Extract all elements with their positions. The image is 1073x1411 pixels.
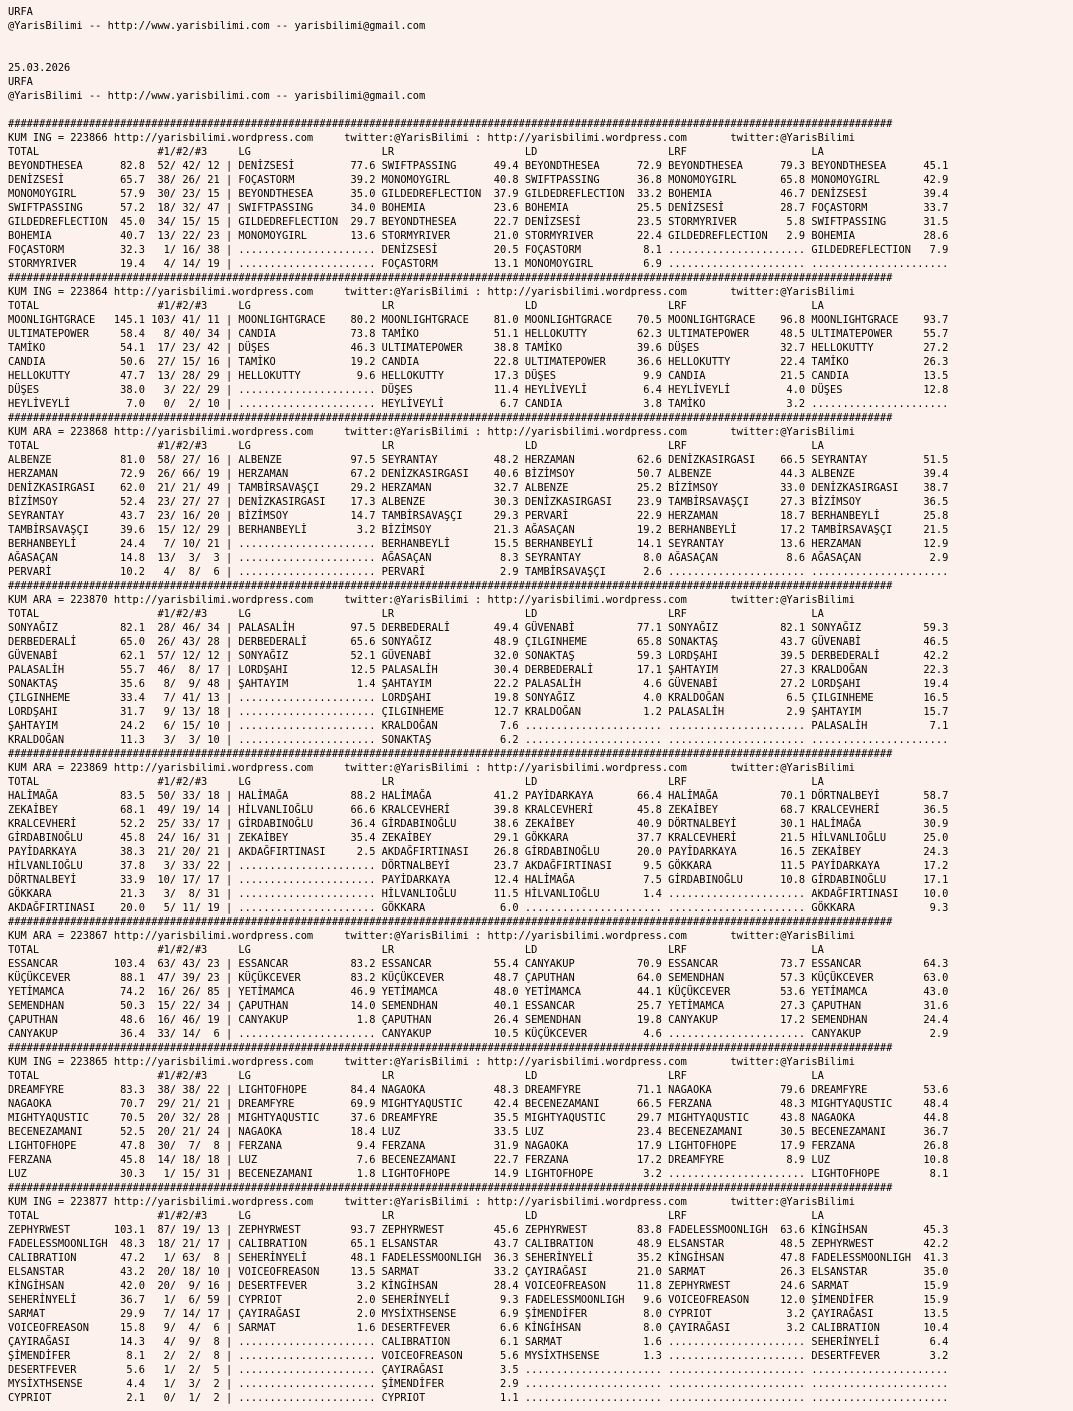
report-line: GÜVENABİ 62.1 57/ 12/ 12 | SONYAĞIZ 52.1 GÜVENABİ 32.0 SONAKTAŞ 59.3 LORDŞAHI 39.5 DERBEDERALİ 42.2 bbox=[8, 650, 949, 662]
report-line: SEYRANTAY 43.7 23/ 16/ 20 | BİZİMSOY 14.7 TAMBİRSAVAŞÇI 29.3 PERVARİ 22.9 HERZAMAN 18.7 BERHANBEYLİ 25.8 bbox=[8, 510, 949, 522]
report-line: ESSANCAR 103.4 63/ 43/ 23 | ESSANCAR 83.2 ESSANCAR 55.4 CANYAKUP 70.9 ESSANCAR 73.7 ESSANCAR 64.3 bbox=[8, 958, 949, 970]
report-line: URFA bbox=[8, 6, 33, 18]
report-line: ############################################################################################################################################## bbox=[8, 1042, 893, 1054]
report-line: BERHANBEYLİ 24.4 7/ 10/ 21 | ...................... BERHANBEYLİ 15.5 BERHANBEYLİ 14.1 SEYRANTAY 13.6 HERZAMAN 12.9 bbox=[8, 538, 949, 550]
report-line: KUM ARA = 223869 http://yarisbilimi.wordpress.com twitter:@YarisBilimi : http://yarisbilimi.wordpress.com twitter:@YarisBilimi bbox=[8, 762, 855, 774]
report-line: FOÇASTORM 32.3 1/ 16/ 38 | ...................... DENİZSESİ 20.5 FOÇASTORM 8.1 ...................... GILDEDREFLECTION 7.9 bbox=[8, 244, 949, 256]
report-line: SWIFTPASSING 57.2 18/ 32/ 47 | SWIFTPASSING 34.0 BOHEMIA 23.6 BOHEMIA 25.5 DENİZSESİ 28.7 FOÇASTORM 33.7 bbox=[8, 202, 949, 214]
report-line: ############################################################################################################################################## bbox=[8, 580, 893, 592]
report-line bbox=[8, 47, 1073, 61]
report-line: DREAMFYRE 83.3 38/ 38/ 22 | LIGHTOFHOPE 84.4 NAGAOKA 48.3 DREAMFYRE 71.1 NAGAOKA 79.6 DREAMFYRE 53.6 bbox=[8, 1084, 949, 1096]
report-line: ÇAPUTHAN 48.6 16/ 46/ 19 | CANYAKUP 1.8 ÇAPUTHAN 26.4 SEMENDHAN 19.8 CANYAKUP 17.2 SEMENDHAN 24.4 bbox=[8, 1014, 949, 1026]
report-line: HELLOKUTTY 47.7 13/ 28/ 29 | HELLOKUTTY 9.6 HELLOKUTTY 17.3 DÜŞES 9.9 CANDIA 21.5 CANDIA 13.5 bbox=[8, 370, 949, 382]
report-line: 25.03.2026 bbox=[8, 62, 71, 74]
report-line: ÇAYIRAĞASI 14.3 4/ 9/ 8 | ...................... CALIBRATION 6.1 SARMAT 1.6 ...................... SEHERİNYELİ 6.4 bbox=[8, 1336, 949, 1348]
report-line: SEHERİNYELİ 36.7 1/ 6/ 59 | CYPRIOT 2.0 SEHERİNYELİ 9.3 FADELESSMOONLIGH 9.6 VOICEOFREASON 12.0 ŞİMENDİFER 15.9 bbox=[8, 1294, 949, 1306]
report-line: KUM ARA = 223870 http://yarisbilimi.wordpress.com twitter:@YarisBilimi : http://yarisbilimi.wordpress.com twitter:@YarisBilimi bbox=[8, 594, 855, 606]
report-line: SONYAĞIZ 82.1 28/ 46/ 34 | PALASALİH 97.5 DERBEDERALİ 49.4 GÜVENABİ 77.1 SONYAĞIZ 82.1 SONYAĞIZ 59.3 bbox=[8, 622, 949, 634]
report-line: CANYAKUP 36.4 33/ 14/ 6 | ...................... CANYAKUP 10.5 KÜÇÜKCEVER 4.6 ...................... CANYAKUP 2.9 bbox=[8, 1028, 949, 1040]
report-line: HİLVANLIOĞLU 37.8 3/ 33/ 22 | ...................... DÖRTNALBEYİ 23.7 AKDAĞFIRTINASI 9.5 GÖKKARA 11.5 PAYİDARKAYA 17.2 bbox=[8, 860, 949, 872]
report-line: @YarisBilimi -- http://www.yarisbilimi.com -- yarisbilimi@gmail.com bbox=[8, 90, 426, 102]
report-line: GİRDABINOĞLU 45.8 24/ 16/ 31 | ZEKAİBEY 35.4 ZEKAİBEY 29.1 GÖKKARA 37.7 KRALCEVHERİ 21.5 HİLVANLIOĞLU 25.0 bbox=[8, 832, 949, 844]
report-line: TOTAL #1/#2/#3 LG LR LD LRF LA bbox=[8, 146, 824, 158]
report-line: LORDŞAHI 31.7 9/ 13/ 18 | ...................... ÇILGINHEME 12.7 KRALDOĞAN 1.2 PALASALİH 2.9 ŞAHTAYIM 15.7 bbox=[8, 706, 949, 718]
report-line: TOTAL #1/#2/#3 LG LR LD LRF LA bbox=[8, 944, 824, 956]
report-line: HEYLİVEYLİ 7.0 0/ 2/ 10 | ...................... HEYLİVEYLİ 6.7 CANDIA 3.8 TAMİKO 3.2 ...................... bbox=[8, 398, 949, 410]
report-line: GILDEDREFLECTION 45.0 34/ 15/ 15 | GILDEDREFLECTION 29.7 BEYONDTHESEA 22.7 DENİZSESİ 23.5 STORMYRIVER 5.8 SWIFTPASSING 31.5 bbox=[8, 216, 949, 228]
report-line: MYSİXTHSENSE 4.4 1/ 3/ 2 | ...................... ŞİMENDİFER 2.9 ...................... ...................... ...................... bbox=[8, 1378, 949, 1390]
report-line: BECENEZAMANI 52.5 20/ 21/ 24 | NAGAOKA 18.4 LUZ 33.5 LUZ 23.4 BECENEZAMANI 30.5 BECENEZAMANI 36.7 bbox=[8, 1126, 949, 1138]
report-line: CALIBRATION 47.2 1/ 63/ 8 | SEHERİNYELİ 48.1 FADELESSMOONLIGH 36.3 SEHERİNYELİ 35.2 KİNGİHSAN 47.8 FADELESSMOONLIGH 41.3 bbox=[8, 1252, 949, 1264]
report-line: TOTAL #1/#2/#3 LG LR LD LRF LA bbox=[8, 440, 824, 452]
report-line: TOTAL #1/#2/#3 LG LR LD LRF LA bbox=[8, 776, 824, 788]
report-line: AĞASAÇAN 14.8 13/ 3/ 3 | ...................... AĞASAÇAN 8.3 SEYRANTAY 8.0 AĞASAÇAN 8.6 AĞASAÇAN 2.9 bbox=[8, 552, 949, 564]
report-line: KUM ARA = 223867 http://yarisbilimi.wordpress.com twitter:@YarisBilimi : http://yarisbilimi.wordpress.com twitter:@YarisBilimi bbox=[8, 930, 855, 942]
report-line: CYPRIOT 2.1 0/ 1/ 2 | ...................... CYPRIOT 1.1 ...................... ...................... ...................... bbox=[8, 1392, 949, 1404]
report-line: TAMİKO 54.1 17/ 23/ 42 | DÜŞES 46.3 ULTIMATEPOWER 38.8 TAMİKO 39.6 DÜŞES 32.7 HELLOKUTTY 27.2 bbox=[8, 342, 949, 354]
report-line: DENİZKASIRGASI 62.0 21/ 21/ 49 | TAMBİRSAVAŞÇI 29.2 HERZAMAN 32.7 ALBENZE 25.2 BİZİMSOY 33.0 DENİZKASIRGASI 38.7 bbox=[8, 482, 949, 494]
report-line: TOTAL #1/#2/#3 LG LR LD LRF LA bbox=[8, 1210, 824, 1222]
report-line: TOTAL #1/#2/#3 LG LR LD LRF LA bbox=[8, 1070, 824, 1082]
report-line: VOICEOFREASON 15.8 9/ 4/ 6 | SARMAT 1.6 DESERTFEVER 6.6 KİNGİHSAN 8.0 ÇAYIRAĞASI 3.2 CALIBRATION 10.4 bbox=[8, 1322, 949, 1334]
report-line: DENİZSESİ 65.7 38/ 26/ 21 | FOÇASTORM 39.2 MONOMOYGIRL 40.8 SWIFTPASSING 36.8 MONOMOYGIRL 65.8 MONOMOYGIRL 42.9 bbox=[8, 174, 949, 186]
report-line: KİNGİHSAN 42.0 20/ 9/ 16 | DESERTFEVER 3.2 KİNGİHSAN 28.4 VOICEOFREASON 11.8 ZEPHYRWEST 24.6 SARMAT 15.9 bbox=[8, 1280, 949, 1292]
report-line: YETİMAMCA 74.2 16/ 26/ 85 | YETİMAMCA 46.9 YETİMAMCA 48.0 YETİMAMCA 44.1 KÜÇÜKCEVER 53.6 YETİMAMCA 43.0 bbox=[8, 986, 949, 998]
report-line: DÜŞES 38.0 3/ 22/ 29 | ...................... DÜŞES 11.4 HEYLİVEYLİ 6.4 HEYLİVEYLİ 4.0 DÜŞES 12.8 bbox=[8, 384, 949, 396]
report-line: URFA bbox=[8, 76, 33, 88]
report-line: BEYONDTHESEA 82.8 52/ 42/ 12 | DENİZSESİ 77.6 SWIFTPASSING 49.4 BEYONDTHESEA 72.9 BEYONDTHESEA 79.3 BEYONDTHESEA 45.1 bbox=[8, 160, 949, 172]
report-line: HALİMAĞA 83.5 50/ 33/ 18 | HALİMAĞA 88.2 HALİMAĞA 41.2 PAYİDARKAYA 66.4 HALİMAĞA 70.1 DÖRTNALBEYİ 58.7 bbox=[8, 790, 949, 802]
report-line: KUM ING = 223866 http://yarisbilimi.wordpress.com twitter:@YarisBilimi : http://yarisbilimi.wordpress.com twitter:@YarisBilimi bbox=[8, 132, 855, 144]
report-line: STORMYRIVER 19.4 4/ 14/ 19 | ...................... FOÇASTORM 13.1 MONOMOYGIRL 6.9 ...................... ...................... bbox=[8, 258, 949, 270]
report-line: GÖKKARA 21.3 3/ 8/ 31 | ...................... HİLVANLIOĞLU 11.5 HİLVANLIOĞLU 1.4 ...................... AKDAĞFIRTINASI 10.0 bbox=[8, 888, 949, 900]
report-line: KÜÇÜKCEVER 88.1 47/ 39/ 23 | KÜÇÜKCEVER 83.2 KÜÇÜKCEVER 48.7 ÇAPUTHAN 64.0 SEMENDHAN 57.3 KÜÇÜKCEVER 63.0 bbox=[8, 972, 949, 984]
report-line: ############################################################################################################################################## bbox=[8, 412, 893, 424]
report-line: ############################################################################################################################################## bbox=[8, 118, 893, 130]
report-line: KUM ING = 223864 http://yarisbilimi.wordpress.com twitter:@YarisBilimi : http://yarisbilimi.wordpress.com twitter:@YarisBilimi bbox=[8, 286, 855, 298]
report-line: ULTIMATEPOWER 58.4 8/ 40/ 34 | CANDIA 73.8 TAMİKO 51.1 HELLOKUTTY 62.3 ULTIMATEPOWER 48.5 ULTIMATEPOWER 55.7 bbox=[8, 328, 949, 340]
report-line: TOTAL #1/#2/#3 LG LR LD LRF LA bbox=[8, 608, 824, 620]
report-line: TAMBİRSAVAŞÇI 39.6 15/ 12/ 29 | BERHANBEYLİ 3.2 BİZİMSOY 21.3 AĞASAÇAN 19.2 BERHANBEYLİ 17.2 TAMBİRSAVAŞÇI 21.5 bbox=[8, 524, 949, 536]
report-line: PAYİDARKAYA 38.3 21/ 20/ 21 | AKDAĞFIRTINASI 2.5 AKDAĞFIRTINASI 26.8 GİRDABINOĞLU 20.0 PAYİDARKAYA 16.5 ZEKAİBEY 24.3 bbox=[8, 846, 949, 858]
report-line: AKDAĞFIRTINASI 20.0 5/ 11/ 19 | ...................... GÖKKARA 6.0 ...................... ...................... GÖKKARA 9.3 bbox=[8, 902, 949, 914]
report-line: ALBENZE 81.0 58/ 27/ 16 | ALBENZE 97.5 SEYRANTAY 48.2 HERZAMAN 62.6 DENİZKASIRGASI 66.5 SEYRANTAY 51.5 bbox=[8, 454, 949, 466]
report-line: KRALCEVHERİ 52.2 25/ 33/ 17 | GİRDABINOĞLU 36.4 GİRDABINOĞLU 38.6 ZEKAİBEY 40.9 DÖRTNALBEYİ 30.1 HALİMAĞA 30.9 bbox=[8, 818, 949, 830]
report-line: KRALDOĞAN 11.3 3/ 3/ 10 | ...................... SONAKTAŞ 6.2 ...................... ...................... ...................... bbox=[8, 734, 949, 746]
report-line: MIGHTYAQUSTIC 70.5 20/ 32/ 28 | MIGHTYAQUSTIC 37.6 DREAMFYRE 35.5 MIGHTYAQUSTIC 29.7 MIGHTYAQUSTIC 43.8 NAGAOKA 44.8 bbox=[8, 1112, 949, 1124]
report-line: KUM ARA = 223868 http://yarisbilimi.wordpress.com twitter:@YarisBilimi : http://yarisbilimi.wordpress.com twitter:@YarisBilimi bbox=[8, 426, 855, 438]
report-line: BOHEMIA 40.7 13/ 22/ 23 | MONOMOYGIRL 13.6 STORMYRIVER 21.0 STORMYRIVER 22.4 GILDEDREFLECTION 2.9 BOHEMIA 28.6 bbox=[8, 230, 949, 242]
report-line: LIGHTOFHOPE 47.8 30/ 7/ 8 | FERZANA 9.4 FERZANA 31.9 NAGAOKA 17.9 LIGHTOFHOPE 17.9 FERZANA 26.8 bbox=[8, 1140, 949, 1152]
report-line: NAGAOKA 70.7 29/ 21/ 21 | DREAMFYRE 69.9 MIGHTYAQUSTIC 42.4 BECENEZAMANI 66.5 FERZANA 48.3 MIGHTYAQUSTIC 48.4 bbox=[8, 1098, 949, 1110]
report-line: ZEKAİBEY 68.1 49/ 19/ 14 | HİLVANLIOĞLU 66.6 KRALCEVHERİ 39.8 KRALCEVHERİ 45.8 ZEKAİBEY 68.7 KRALCEVHERİ 36.5 bbox=[8, 804, 949, 816]
report-line: SARMAT 29.9 7/ 14/ 17 | ÇAYIRAĞASI 2.0 MYSİXTHSENSE 6.9 ŞİMENDİFER 8.0 CYPRIOT 3.2 ÇAYIRAĞASI 13.5 bbox=[8, 1308, 949, 1320]
report-line: FERZANA 45.8 14/ 18/ 18 | LUZ 7.6 BECENEZAMANI 22.7 FERZANA 17.2 DREAMFYRE 8.9 LUZ 10.8 bbox=[8, 1154, 949, 1166]
report-line: MOONLIGHTGRACE 145.1 103/ 41/ 11 | MOONLIGHTGRACE 80.2 MOONLIGHTGRACE 81.0 MOONLIGHTGRACE 70.5 MOONLIGHTGRACE 96.8 MOONLIGHTGRACE 93.7 bbox=[8, 314, 949, 326]
report-line: BİZİMSOY 52.4 23/ 27/ 27 | DENİZKASIRGASI 17.3 ALBENZE 30.3 DENİZKASIRGASI 23.9 TAMBİRSAVAŞÇI 27.3 BİZİMSOY 36.5 bbox=[8, 496, 949, 508]
report-line: ############################################################################################################################################## bbox=[8, 748, 893, 760]
report-line: ŞİMENDİFER 8.1 2/ 2/ 8 | ...................... VOICEOFREASON 5.6 MYSİXTHSENSE 1.3 ...................... DESERTFEVER 3.2 bbox=[8, 1350, 949, 1362]
report-line: DERBEDERALİ 65.0 26/ 43/ 28 | DERBEDERALİ 65.6 SONYAĞIZ 48.9 ÇILGINHEME 65.8 SONAKTAŞ 43.7 GÜVENABİ 46.5 bbox=[8, 636, 949, 648]
report-line: ############################################################################################################################################## bbox=[8, 272, 893, 284]
report-line: SEMENDHAN 50.3 15/ 22/ 34 | ÇAPUTHAN 14.0 SEMENDHAN 40.1 ESSANCAR 25.7 YETİMAMCA 27.3 ÇAPUTHAN 31.6 bbox=[8, 1000, 949, 1012]
report-line: MONOMOYGIRL 57.9 30/ 23/ 15 | BEYONDTHESEA 35.0 GILDEDREFLECTION 37.9 GILDEDREFLECTION 33.2 BOHEMIA 46.7 DENİZSESİ 39.4 bbox=[8, 188, 949, 200]
report-line: CANDIA 50.6 27/ 15/ 16 | TAMİKO 19.2 CANDIA 22.8 ULTIMATEPOWER 36.6 HELLOKUTTY 22.4 TAMİKO 26.3 bbox=[8, 356, 949, 368]
report-line: ŞAHTAYIM 24.2 6/ 15/ 10 | ...................... KRALDOĞAN 7.6 ...................... ...................... PALASALİH 7.1 bbox=[8, 720, 949, 732]
report-line bbox=[8, 33, 1073, 47]
report-line: HERZAMAN 72.9 26/ 66/ 19 | HERZAMAN 67.2 DENİZKASIRGASI 40.6 BİZİMSOY 50.7 ALBENZE 44.3 ALBENZE 39.4 bbox=[8, 468, 949, 480]
report-line: SONAKTAŞ 35.6 8/ 9/ 48 | ŞAHTAYIM 1.4 ŞAHTAYIM 22.2 PALASALİH 4.6 GÜVENABİ 27.2 LORDŞAHI 19.4 bbox=[8, 678, 949, 690]
report-line: ÇILGINHEME 33.4 7/ 41/ 13 | ...................... LORDŞAHI 19.8 SONYAĞIZ 4.0 KRALDOĞAN 6.5 ÇILGINHEME 16.5 bbox=[8, 692, 949, 704]
report-line: PALASALİH 55.7 46/ 8/ 17 | LORDŞAHI 12.5 PALASALİH 30.4 DERBEDERALİ 17.1 ŞAHTAYIM 27.3 KRALDOĞAN 22.3 bbox=[8, 664, 949, 676]
report-line: ############################################################################################################################################## bbox=[8, 1182, 893, 1194]
report-line: FADELESSMOONLIGH 48.3 18/ 21/ 17 | CALIBRATION 65.1 ELSANSTAR 43.7 CALIBRATION 48.9 ELSANSTAR 48.5 ZEPHYRWEST 42.2 bbox=[8, 1238, 949, 1250]
report-line bbox=[8, 103, 1073, 117]
report-line: ZEPHYRWEST 103.1 87/ 19/ 13 | ZEPHYRWEST 93.7 ZEPHYRWEST 45.6 ZEPHYRWEST 83.8 FADELESSMOONLIGH 63.6 KİNGİHSAN 45.3 bbox=[8, 1224, 949, 1236]
report-line: ############################################################################################################################################## bbox=[8, 916, 893, 928]
report-line: ELSANSTAR 43.2 20/ 18/ 10 | VOICEOFREASON 13.5 SARMAT 33.2 ÇAYIRAĞASI 21.0 SARMAT 26.3 ELSANSTAR 35.0 bbox=[8, 1266, 949, 1278]
report-line: KUM ING = 223865 http://yarisbilimi.wordpress.com twitter:@YarisBilimi : http://yarisbilimi.wordpress.com twitter:@YarisBilimi bbox=[8, 1056, 855, 1068]
report-line: DESERTFEVER 5.6 1/ 2/ 5 | ...................... ÇAYIRAĞASI 3.5 ...................... ...................... ...................... bbox=[8, 1364, 949, 1376]
report-line: @YarisBilimi -- http://www.yarisbilimi.com -- yarisbilimi@gmail.com bbox=[8, 20, 426, 32]
report-line: LUZ 30.3 1/ 15/ 31 | BECENEZAMANI 1.8 LIGHTOFHOPE 14.9 LIGHTOFHOPE 3.2 ...................... LIGHTOFHOPE 8.1 bbox=[8, 1168, 949, 1180]
report-line: PERVARİ 10.2 4/ 8/ 6 | ...................... PERVARİ 2.9 TAMBİRSAVAŞÇI 2.6 ...................... ...................... bbox=[8, 566, 949, 578]
report-line: KUM ING = 223877 http://yarisbilimi.wordpress.com twitter:@YarisBilimi : http://yarisbilimi.wordpress.com twitter:@YarisBilimi bbox=[8, 1196, 855, 1208]
report-line: TOTAL #1/#2/#3 LG LR LD LRF LA bbox=[8, 300, 824, 312]
report-line: DÖRTNALBEYİ 33.9 10/ 17/ 17 | ...................... PAYİDARKAYA 12.4 HALİMAĞA 7.5 GİRDABINOĞLU 10.8 GİRDABINOĞLU 17.1 bbox=[8, 874, 949, 886]
